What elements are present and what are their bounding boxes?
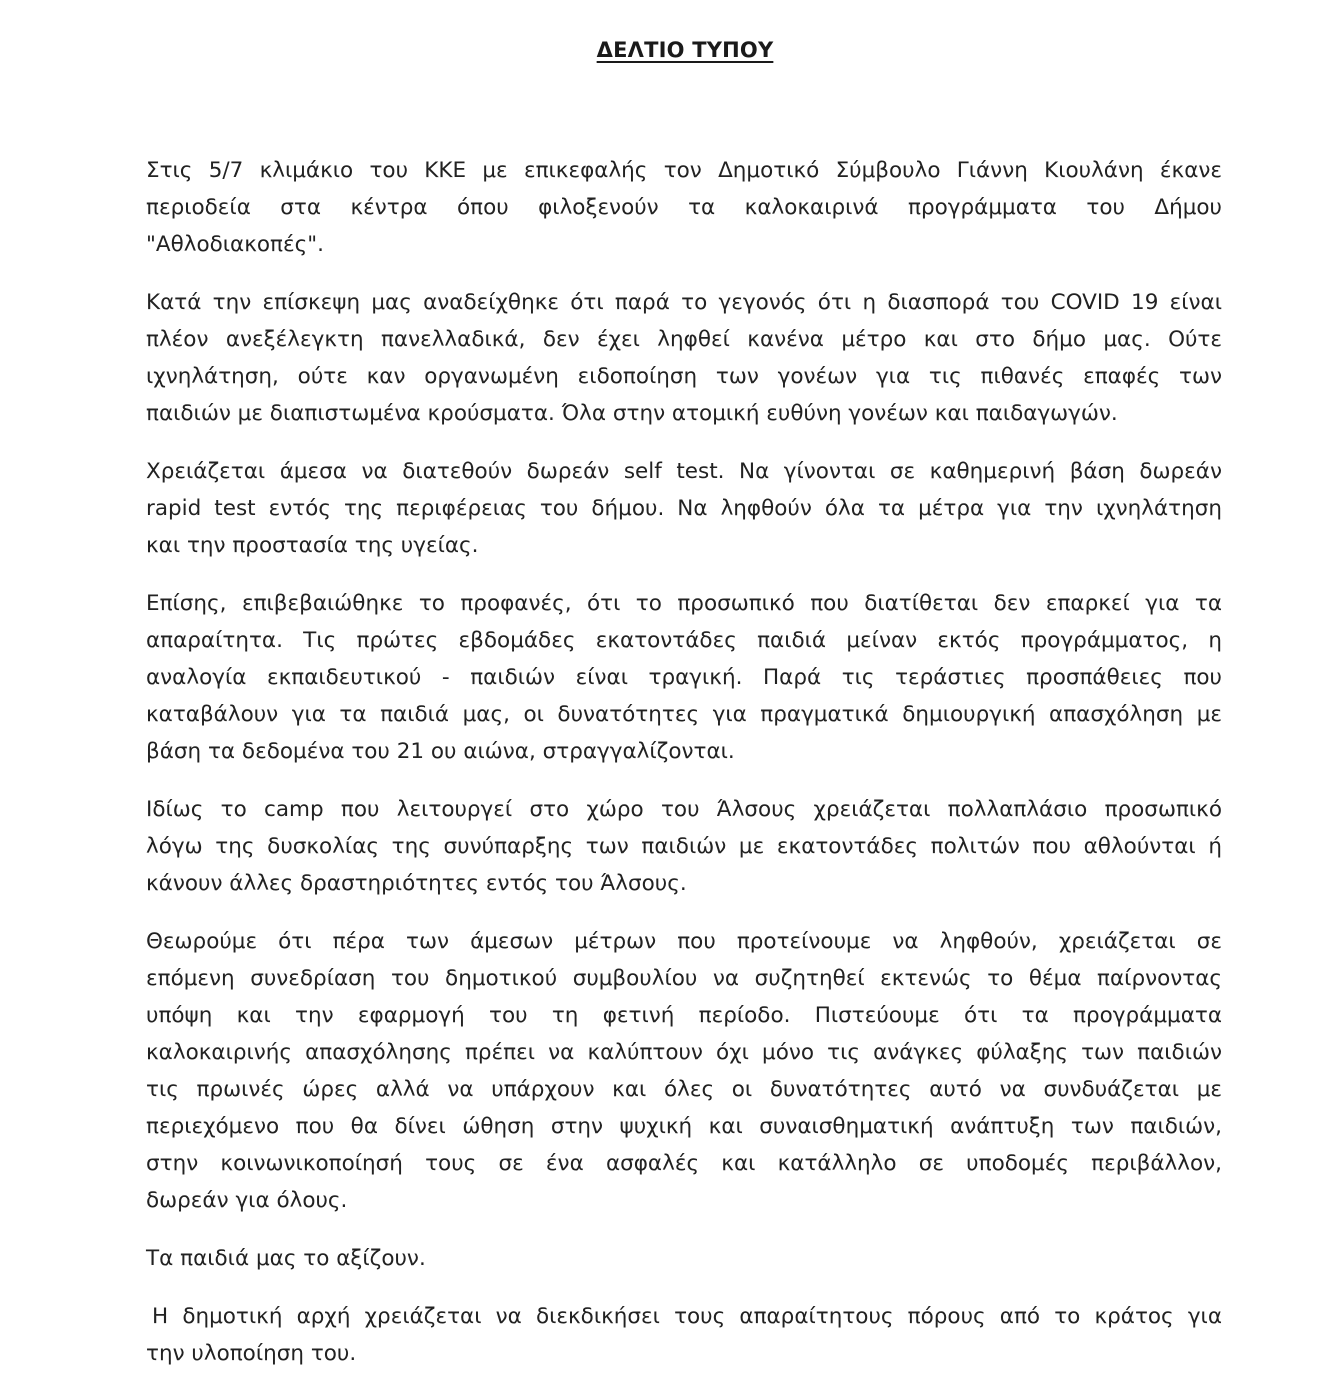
paragraph-camp: [146, 791, 1222, 902]
paragraph-worth-it: [146, 1240, 1222, 1277]
text-line: επόμενη συνεδρίαση του δημοτικού συμβουλίου να συζητηθεί εκτενώς το θέμα παίρνοντας: [146, 966, 1222, 991]
paragraph-covid: [146, 284, 1222, 432]
text-line: πλέον ανεξέλεγκτη πανελλαδικά, δεν έχει ληφθεί κανένα μέτρο και στο δήμο μας. Ούτε: [146, 327, 1222, 352]
text-line: περιοδεία στα κέντρα όπου φιλοξενούν τα καλοκαιρινά προγράμματα του Δήμου: [146, 195, 1222, 220]
text-line: Στις 5/7 κλιμάκιο του ΚΚΕ με επικεφαλής τον Δημοτικό Σύμβουλο Γιάννη Κιουλάνη έκανε: [146, 158, 1222, 183]
text-line: "Αθλοδιακοπές".: [146, 232, 324, 257]
text-line: παιδιών με διαπιστωμένα κρούσματα. Όλα στην ατομική ευθύνη γονέων και παιδαγωγών.: [146, 401, 1118, 426]
text-line: ιχνηλάτηση, ούτε καν οργανωμένη ειδοποίηση των γονέων για τις πιθανές επαφές των: [146, 364, 1222, 389]
text-line: την υλοποίηση του.: [146, 1341, 357, 1366]
paragraph-staff: [146, 585, 1222, 770]
text-line: rapid test εντός της περιφέρειας του δήμου. Να ληφθούν όλα τα μέτρα για την ιχνηλάτηση: [146, 496, 1222, 521]
text-line: κάνουν άλλες δραστηριότητες εντός του Άλσους.: [146, 871, 687, 896]
text-line: Ιδίως το camp που λειτουργεί στο χώρο του Άλσους χρειάζεται πολλαπλάσιο προσωπικό: [146, 797, 1222, 822]
paragraph-visit: [146, 152, 1222, 263]
text-line: αναλογία εκπαιδευτικού - παιδιών είναι τραγική. Παρά τις τεράστιες προσπάθειες που: [146, 665, 1222, 690]
text-line: καταβάλουν για τα παιδιά μας, οι δυνατότητες για πραγματικά δημιουργική απασχόληση με: [146, 702, 1222, 727]
paragraph-resources: [146, 1298, 1222, 1372]
text-line: Κατά την επίσκεψη μας αναδείχθηκε ότι παρά το γεγονός ότι η διασπορά του COVID 19 είναι: [146, 290, 1222, 315]
text-line: υπόψη και την εφαρμογή του τη φετινή περίοδο. Πιστεύουμε ότι τα προγράμματα: [146, 1003, 1222, 1028]
text-line: Θεωρούμε ότι πέρα των άμεσων μέτρων που προτείνουμε να ληφθούν, χρειάζεται σε: [146, 929, 1222, 954]
text-line: Η δημοτική αρχή χρειάζεται να διεκδικήσει τους απαραίτητους πόρους από το κράτος για: [152, 1304, 1222, 1329]
text-line: βάση τα δεδομένα του 21 ου αιώνα, στραγγαλίζονται.: [146, 739, 735, 764]
paragraph-tests: [146, 453, 1222, 564]
text-line: και την προστασία της υγείας.: [146, 533, 479, 558]
text-line: Τα παιδιά μας το αξίζουν.: [146, 1246, 426, 1271]
text-line: στην κοινωνικοποίησή τους σε ένα ασφαλές και κατάλληλο σε υποδομές περιβάλλον,: [146, 1151, 1222, 1176]
text-line: Επίσης, επιβεβαιώθηκε το προφανές, ότι το προσωπικό που διατίθεται δεν επαρκεί για τα: [146, 591, 1222, 616]
text-line: δωρεάν για όλους.: [146, 1188, 348, 1213]
text-line: περιεχόμενο που θα δίνει ώθηση στην ψυχική και συναισθηματική ανάπτυξη των παιδιών,: [146, 1114, 1222, 1139]
text-line: Χρειάζεται άμεσα να διατεθούν δωρεάν self test. Να γίνονται σε καθημερινή βάση δωρεάν: [146, 459, 1222, 484]
text-line: καλοκαιρινής απασχόλησης πρέπει να καλύπτουν όχι μόνο τις ανάγκες φύλαξης των παιδιών: [146, 1040, 1222, 1065]
document-body: [146, 152, 1222, 1393]
text-line: απαραίτητα. Τις πρώτες εβδομάδες εκατοντάδες παιδιά μείναν εκτός προγράμματος, η: [146, 628, 1222, 653]
paragraph-proposals: [146, 923, 1222, 1219]
text-line: τις πρωινές ώρες αλλά να υπάρχουν και όλες οι δυνατότητες αυτό να συνδυάζεται με: [146, 1077, 1222, 1102]
document-title: ΔΕΛΤΙΟ ΤΥΠΟΥ: [596, 38, 774, 62]
text-line: λόγω της δυσκολίας της συνύπαρξης των παιδιών με εκατοντάδες πολιτών που αθλούνται ή: [146, 834, 1222, 859]
